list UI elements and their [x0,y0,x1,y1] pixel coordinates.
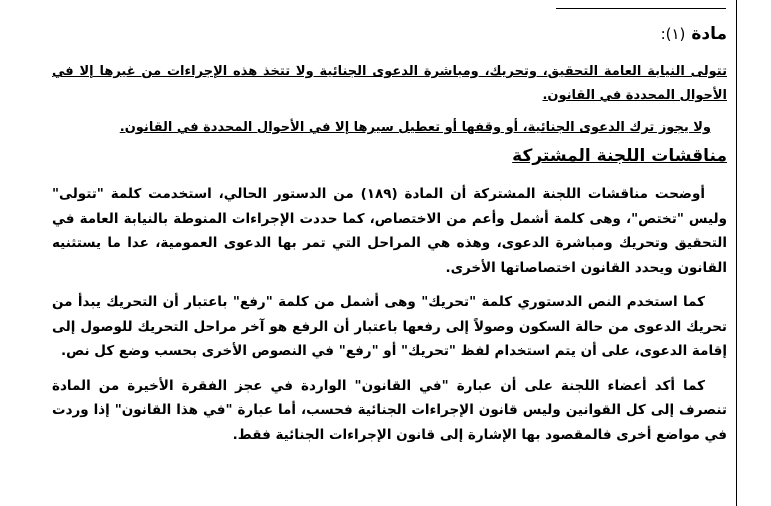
cut-off-heading-underline [556,8,726,9]
page-border-line [736,0,737,506]
section-paragraph: كما أكد أعضاء اللجنة على أن عبارة "في القانون" الواردة في عجز الفقرة الأخيرة من المادة تنصرف إلى كل القوانين وليس قانون الإجراءات الجنائية فحسب، أما عبارة "في هذا القانون" إذا وردت في مواضع أخرى فالمقصود بها الإشارة إلى قانون الإجراءات الجنائية فقط. [52,377,727,443]
article-heading [661,24,727,44]
section-paragraph: كما استخدم النص الدستوري كلمة "تحريك" وهى أشمل من كلمة "رفع" باعتبار أن التحريك يبدأ من تحريك الدعوى من حالة السكون وصولاً إلى رفعها باعتبار أن الرفع هو آخر مراحل التحريك للوصول إلى إقامة الدعوى، على أن يتم استخدام لفظ "تحريك" أو "رفع" في النصوص الأخرى بحسب وضع كل نص. [52,294,727,359]
section-body [52,182,727,457]
article-number: (١): [660,25,686,43]
article-heading-label: مادة [691,24,727,44]
section-paragraph: أوضحت مناقشات اللجنة المشتركة أن المادة (١٨٩) من الدستور الحالي، استخدمت كلمة "تتولى" وليس "تختص"، وهى كلمة أشمل وأعم من الاختصاص، كما حددت الإجراءات المنوطة بالنيابة العامة في التحقيق وتحريك ومباشرة الدعوى، وهذه هي المراحل التي تمر بها الدعوى العمومية، عدا ما يستثنيه القانون ويحدد القانون اختصاصاتها الأخرى. [52,186,727,276]
article-paragraph-2: ولا يجوز ترك الدعوى الجنائية، أو وقفها أو تعطيل سيرها إلا في الأحوال المحددة في القانون. [119,120,711,135]
section-heading: مناقشات اللجنة المشتركة [512,146,727,166]
article-paragraph-1-text: تتولى النيابة العامة التحقيق، وتحريك، ومباشرة الدعوى الجنائية ولا تتخذ هذه الإجراءات من غيرها إلا في الأحوال المحددة في القانون. [52,64,727,103]
article-paragraph-1 [52,60,727,108]
